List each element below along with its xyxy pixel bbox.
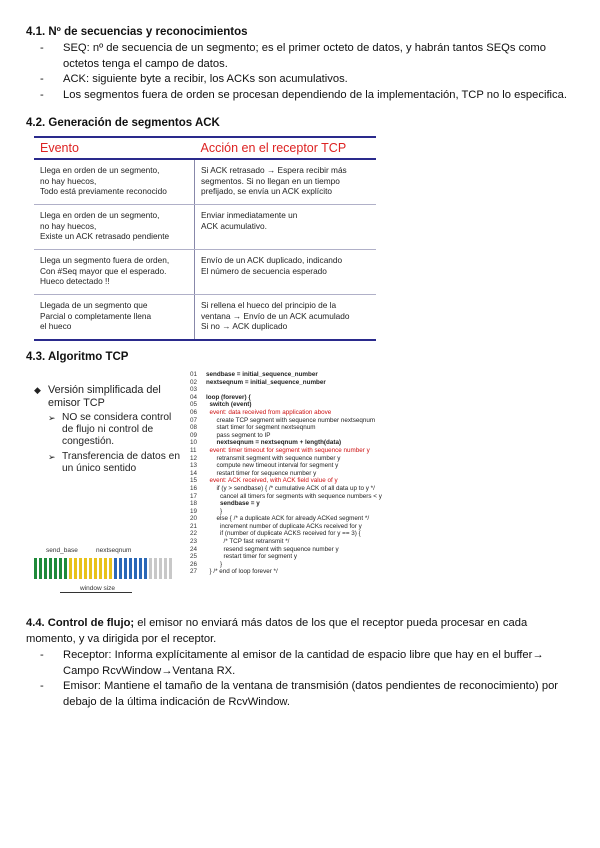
code-line-text: if (number of duplicate ACKS received for y == 3) { — [206, 530, 361, 538]
code-line-number: 07 — [190, 416, 198, 424]
sequence-bar — [54, 558, 57, 579]
code-line-text: start timer for segment nextseqnum — [206, 424, 316, 432]
table-cell-action: Si rellena el hueco del principio de la ventana → Envío de un ACK acumulado Si no → ACK duplicado — [195, 295, 377, 341]
code-line-text: /* TCP fast retransmit */ — [206, 538, 290, 546]
code-line — [190, 508, 382, 516]
table-row — [34, 295, 376, 341]
sequence-bar — [94, 558, 97, 579]
sequence-bar — [49, 558, 52, 579]
sequence-bar — [164, 558, 167, 579]
code-line-number: 05 — [190, 401, 198, 409]
sub-bullet-item — [34, 412, 184, 448]
code-line-text: resend segment with sequence number y — [206, 545, 339, 553]
section-4-2-heading: 4.2. Generación de segmentos ACK — [26, 117, 220, 129]
code-line — [190, 568, 382, 576]
code-line-number: 12 — [190, 454, 198, 462]
nextseqnum-label: nextseqnum — [96, 547, 132, 554]
code-line-number: 27 — [190, 568, 198, 576]
section-4-4-list — [26, 648, 574, 710]
sequence-bar — [74, 558, 77, 579]
section-4-1-heading: 4.1. Nº de secuencias y reconocimientos — [26, 26, 248, 38]
code-line-text: } — [206, 507, 223, 515]
send-base-label: send_base — [46, 547, 78, 554]
sub-bullet-text: NO se considera control de flujo ni control de congestión. — [62, 412, 172, 447]
code-line-number: 01 — [190, 371, 198, 378]
section-4-1-list — [26, 41, 580, 103]
sequence-bar — [159, 558, 162, 579]
bullet-text: Versión simplificada del emisor TCP — [48, 384, 161, 409]
code-line — [190, 417, 382, 425]
ack-generation-table — [34, 136, 376, 341]
code-line — [190, 515, 382, 523]
code-line-number: 16 — [190, 484, 198, 492]
sequence-bar — [59, 558, 62, 579]
code-line-number: 19 — [190, 507, 198, 515]
sequence-bar — [129, 558, 132, 579]
sequence-bar — [154, 558, 157, 579]
table-cell-action: Si ACK retrasado → Espera recibir más segmentos. Si no llegan en un tiempo prefijado, se envía un ACK explícito — [195, 159, 377, 205]
code-line-text: cancel all timers for segments with sequence numbers < y — [206, 492, 382, 500]
window-size-label: window size — [80, 585, 116, 592]
code-line-number: 25 — [190, 553, 198, 561]
code-line — [190, 386, 382, 394]
code-line — [190, 561, 382, 569]
code-line-text: pass segment to IP — [206, 431, 271, 439]
table-cell-event: Llega en orden de un segmento, no hay huecos, Existe un ACK retrasado pendiente — [34, 205, 195, 250]
code-line-text: sendbase = initial_sequence_number — [206, 371, 318, 378]
code-line-text: restart timer for sequence number y — [206, 469, 317, 477]
code-line-number: 26 — [190, 560, 198, 568]
code-line-text: nextseqnum = nextseqnum + length(data) — [206, 439, 342, 447]
sequence-number-space — [34, 558, 172, 579]
code-line-number: 21 — [190, 522, 198, 530]
code-line-number: 06 — [190, 408, 198, 416]
table-row — [34, 250, 376, 295]
code-line — [190, 477, 382, 485]
section-4-4-heading: 4.4. Control de flujo; — [26, 617, 135, 629]
sequence-bar — [119, 558, 122, 579]
section-4-4 — [26, 615, 574, 710]
sequence-bar — [84, 558, 87, 579]
code-line-text: } — [206, 560, 223, 568]
code-line-number: 04 — [190, 393, 198, 401]
code-line-number: 17 — [190, 492, 198, 500]
code-line — [190, 538, 382, 546]
sequence-bar — [44, 558, 47, 579]
code-line — [190, 500, 382, 508]
list-item: - Receptor: Informa explícitamente al emisor de la cantidad de espacio libre que hay en el buffer→ Campo RcvWindow→Ventana RX. — [26, 648, 574, 679]
code-line-number: 14 — [190, 469, 198, 477]
sequence-bar — [64, 558, 67, 579]
window-size-line — [60, 592, 132, 593]
code-line-text: switch (event) — [206, 401, 252, 409]
code-line-number: 02 — [190, 378, 198, 386]
table-cell-event: Llega un segmento fuera de orden, Con #Seq mayor que el esperado. Hueco detectado !! — [34, 250, 195, 295]
sequence-bar — [79, 558, 82, 579]
sub-bullet-text: Transferencia de datos en un único sentido — [62, 451, 180, 474]
diamond-bullet-icon: ◆ — [34, 385, 41, 395]
sequence-bar — [109, 558, 112, 579]
list-item: - Los segmentos fuera de orden se procesan dependiendo de la implementación, TCP no lo especifica. — [26, 88, 580, 104]
tcp-sender-pseudocode — [190, 371, 382, 576]
code-line-number: 10 — [190, 439, 198, 447]
code-line — [190, 546, 382, 554]
sequence-bar — [99, 558, 102, 579]
code-line-text: event: ACK received, with ACK field value of y — [206, 477, 338, 485]
code-line — [190, 553, 382, 561]
code-line-text: sendbase = y — [206, 500, 260, 508]
code-line-number: 13 — [190, 462, 198, 470]
code-line-number: 08 — [190, 424, 198, 432]
table-cell-action: Enviar inmediatamente un ACK acumulativo. — [195, 205, 377, 250]
code-line-text: increment number of duplicate ACKs received for y — [206, 522, 362, 530]
code-line — [190, 470, 382, 478]
code-line-number: 18 — [190, 500, 198, 508]
code-line-text: restart timer for segment y — [206, 553, 297, 561]
code-line — [190, 371, 382, 379]
code-line — [190, 455, 382, 463]
code-line — [190, 523, 382, 531]
code-line-number: 15 — [190, 477, 198, 485]
sequence-bar — [139, 558, 142, 579]
code-line — [190, 485, 382, 493]
table-header-action: Acción en el receptor TCP — [195, 137, 377, 159]
code-line — [190, 439, 382, 447]
code-line — [190, 394, 382, 402]
table-row — [34, 205, 376, 250]
code-line-number: 22 — [190, 530, 198, 538]
sequence-bar — [39, 558, 42, 579]
code-line — [190, 424, 382, 432]
arrow-bullet-icon: ➢ — [48, 413, 56, 423]
section-4-4-intro-text: el emisor no enviará más datos de los que el receptor pueda procesar en cada momento, y va dirigida por el receptor. — [26, 617, 528, 645]
sequence-bar — [89, 558, 92, 579]
code-line-number: 24 — [190, 545, 198, 553]
sequence-bar — [149, 558, 152, 579]
algorithm-description — [34, 384, 184, 475]
code-line — [190, 493, 382, 501]
code-line-text: event: data received from application above — [206, 408, 332, 416]
code-line-text: create TCP segment with sequence number nextseqnum — [206, 416, 376, 424]
code-line-text: if (y > sendbase) { /* cumulative ACK of all data up to y */ — [206, 484, 375, 492]
list-item: - Emisor: Mantiene el tamaño de la ventana de transmisión (datos pendientes de reconocimiento) por debajo de la última indicación de RcvWindow. — [26, 679, 574, 710]
table-row — [34, 159, 376, 205]
bullet-item — [34, 384, 184, 409]
table-header-event: Evento — [34, 137, 195, 159]
sequence-bar — [124, 558, 127, 579]
sequence-bar — [104, 558, 107, 579]
code-line-text: retransmit segment with sequence number y — [206, 454, 341, 462]
section-4-4-intro — [26, 615, 574, 647]
sub-bullet-item — [34, 451, 184, 475]
code-line-text: loop (forever) { — [206, 393, 251, 401]
arrow-bullet-icon: ➢ — [48, 452, 56, 462]
code-line — [190, 447, 382, 455]
code-line — [190, 409, 382, 417]
sequence-bar — [169, 558, 172, 579]
sequence-bar — [134, 558, 137, 579]
section-4-3-heading: 4.3. Algoritmo TCP — [26, 351, 129, 363]
table-cell-action: Envío de un ACK duplicado, indicando El número de secuencia esperado — [195, 250, 377, 295]
sequence-bar — [114, 558, 117, 579]
code-line-number: 11 — [190, 446, 197, 454]
code-line-number: 09 — [190, 431, 198, 439]
sequence-bar — [69, 558, 72, 579]
code-line-text: nextseqnum = initial_sequence_number — [206, 378, 326, 386]
code-line-text: event: timer timeout for segment with sequence number y — [206, 446, 370, 454]
code-line-text: compute new timeout interval for segment y — [206, 462, 339, 470]
table-cell-event: Llegada de un segmento que Parcial o completamente llena el hueco — [34, 295, 195, 341]
code-line-number: 20 — [190, 515, 198, 523]
code-line-number: 03 — [190, 386, 198, 394]
code-line-number: 23 — [190, 538, 198, 546]
list-item: - SEQ: nº de secuencia de un segmento; es el primer octeto de datos, y habrán tantos SEQs como octetos tenga el campo de datos. — [26, 41, 580, 72]
list-item: - ACK: siguiente byte a recibir, los ACKs son acumulativos. — [26, 72, 580, 88]
code-line — [190, 432, 382, 440]
code-line — [190, 401, 382, 409]
table-cell-event: Llega en orden de un segmento, no hay huecos, Todo está previamente reconocido — [34, 159, 195, 205]
sequence-bar — [144, 558, 147, 579]
code-line — [190, 462, 382, 470]
code-line-text: else { /* a duplicate ACK for already ACKed segment */ — [206, 515, 370, 523]
code-line — [190, 379, 382, 387]
code-line — [190, 530, 382, 538]
code-line-text: } /* end of loop forever */ — [206, 568, 278, 576]
sequence-bar — [34, 558, 37, 579]
